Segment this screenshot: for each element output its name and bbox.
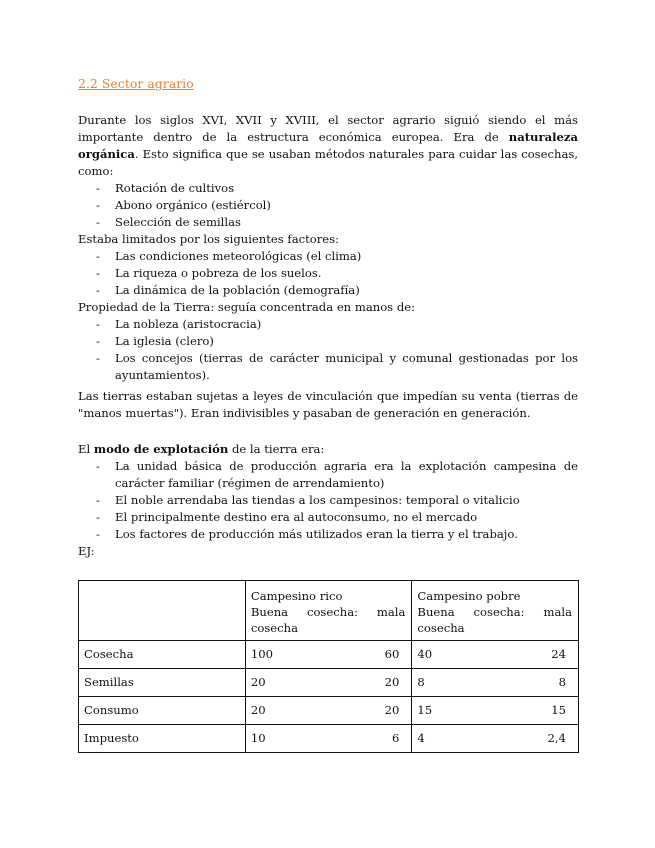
- exploitation-lead: [78, 441, 578, 458]
- row-label: Semillas: [79, 669, 246, 697]
- exploitation-lead-a: El: [78, 442, 94, 456]
- list-item: - Los factores de producción más utilizados eran la tierra y el trabajo.: [78, 526, 578, 543]
- rich-values: [245, 725, 412, 753]
- poor-sub-word: Buena: [417, 605, 455, 619]
- factors-list: [78, 248, 578, 299]
- exploitation-bold-term: modo de explotación: [93, 442, 229, 456]
- poor-values: [412, 697, 579, 725]
- row-label: Impuesto: [79, 725, 246, 753]
- poor-values: [412, 641, 579, 669]
- list-item: - Selección de semillas: [78, 214, 578, 231]
- exploitation-lead-b: de la tierra era:: [228, 442, 325, 456]
- poor-sub-word: cosecha: [417, 621, 465, 635]
- rich-good-value: 100: [250, 647, 273, 661]
- rich-sub-word: cosecha: [250, 621, 299, 635]
- poor-sub-word: mala: [543, 605, 572, 619]
- example-label: EJ:: [78, 544, 95, 558]
- rich-values: [245, 697, 412, 725]
- table-row: [79, 641, 579, 669]
- section-heading: 2.2 Sector agrario: [78, 76, 194, 91]
- rich-sub-word: cosecha:: [306, 605, 359, 619]
- rich-sub-word: Buena: [250, 605, 289, 619]
- list-item: - La unidad básica de producción agraria era la explotación campesina de carácter familiar (régimen de arrendamiento): [78, 458, 578, 492]
- poor-bad-value: 8: [558, 675, 566, 689]
- poor-good-value: 40: [417, 647, 433, 661]
- factors-lead: Estaba limitados por los siguientes factores:: [78, 232, 340, 246]
- table-header-row: [79, 581, 579, 641]
- poor-title: Campesino pobre: [417, 589, 521, 603]
- poor-good-value: 4: [417, 731, 425, 745]
- rich-values: [245, 641, 412, 669]
- rich-values: [245, 669, 412, 697]
- rich-good-value: 20: [250, 675, 266, 689]
- rich-bad-value: 6: [392, 731, 400, 745]
- poor-bad-value: 2,4: [547, 731, 566, 745]
- row-label: Consumo: [79, 697, 246, 725]
- intro-text-a: Durante los siglos XVI, XVII y XVIII, el sector agrario siguió siendo el más importante dentro de la estructura económica europea. Era de: [78, 113, 578, 144]
- list-item: - Rotación de cultivos: [78, 180, 578, 197]
- intro-text-b: . Esto significa que se usaban métodos naturales para cuidar las cosechas, como:: [78, 147, 578, 178]
- list-item: - Abono orgánico (estiércol): [78, 197, 578, 214]
- rich-subtitle: [251, 604, 406, 620]
- list-item: - El noble arrendaba las tiendas a los campesinos: temporal o vitalicio: [78, 492, 578, 509]
- table-row: [79, 725, 579, 753]
- rich-sub-word: mala: [376, 605, 406, 619]
- methods-list: [78, 180, 578, 231]
- list-item: - La riqueza o pobreza de los suelos.: [78, 265, 578, 282]
- poor-good-value: 8: [417, 675, 425, 689]
- rich-good-value: 20: [250, 703, 266, 717]
- row-label: Cosecha: [79, 641, 246, 669]
- exploitation-list: [78, 458, 578, 543]
- example-table: [78, 580, 579, 753]
- lands-paragraph: Las tierras estaban sujetas a leyes de vinculación que impedían su venta (tierras de "manos muertas"). Eran indivisibles y pasaban de generación en generación.: [78, 389, 578, 420]
- table-row: [79, 697, 579, 725]
- lands-block: [78, 388, 578, 422]
- list-item: - La iglesia (clero): [78, 333, 578, 350]
- rich-good-value: 10: [250, 731, 266, 745]
- poor-bad-value: 24: [551, 647, 566, 661]
- poor-good-value: 15: [417, 703, 433, 717]
- property-lead: Propiedad de la Tierra: seguía concentrada en manos de:: [78, 300, 416, 314]
- poor-header-cell: [412, 581, 579, 641]
- poor-sub-word: cosecha:: [473, 605, 525, 619]
- poor-bad-value: 15: [551, 703, 566, 717]
- rich-header-cell: [245, 581, 412, 641]
- list-item: - El principalmente destino era al autoconsumo, no el mercado: [78, 509, 578, 526]
- property-list: [78, 316, 578, 384]
- list-item: - La nobleza (aristocracia): [78, 316, 578, 333]
- rich-bad-value: 60: [384, 647, 400, 661]
- poor-subtitle: [417, 604, 572, 620]
- poor-values: [412, 725, 579, 753]
- table-row: [79, 669, 579, 697]
- intro-block: [78, 112, 578, 384]
- rich-bad-value: 20: [384, 675, 400, 689]
- poor-values: [412, 669, 579, 697]
- exploitation-block: [78, 441, 578, 560]
- table-corner-cell: [79, 581, 246, 641]
- intro-bold-term: naturaleza orgánica: [78, 130, 578, 161]
- rich-bad-value: 20: [384, 703, 400, 717]
- list-item: - Los concejos (tierras de carácter municipal y comunal gestionadas por los ayuntamientos).: [78, 350, 578, 384]
- rich-title: Campesino rico: [250, 589, 343, 603]
- list-item: - Las condiciones meteorológicas (el clima): [78, 248, 578, 265]
- list-item: - La dinámica de la población (demografía): [78, 282, 578, 299]
- intro-paragraph: [78, 112, 578, 180]
